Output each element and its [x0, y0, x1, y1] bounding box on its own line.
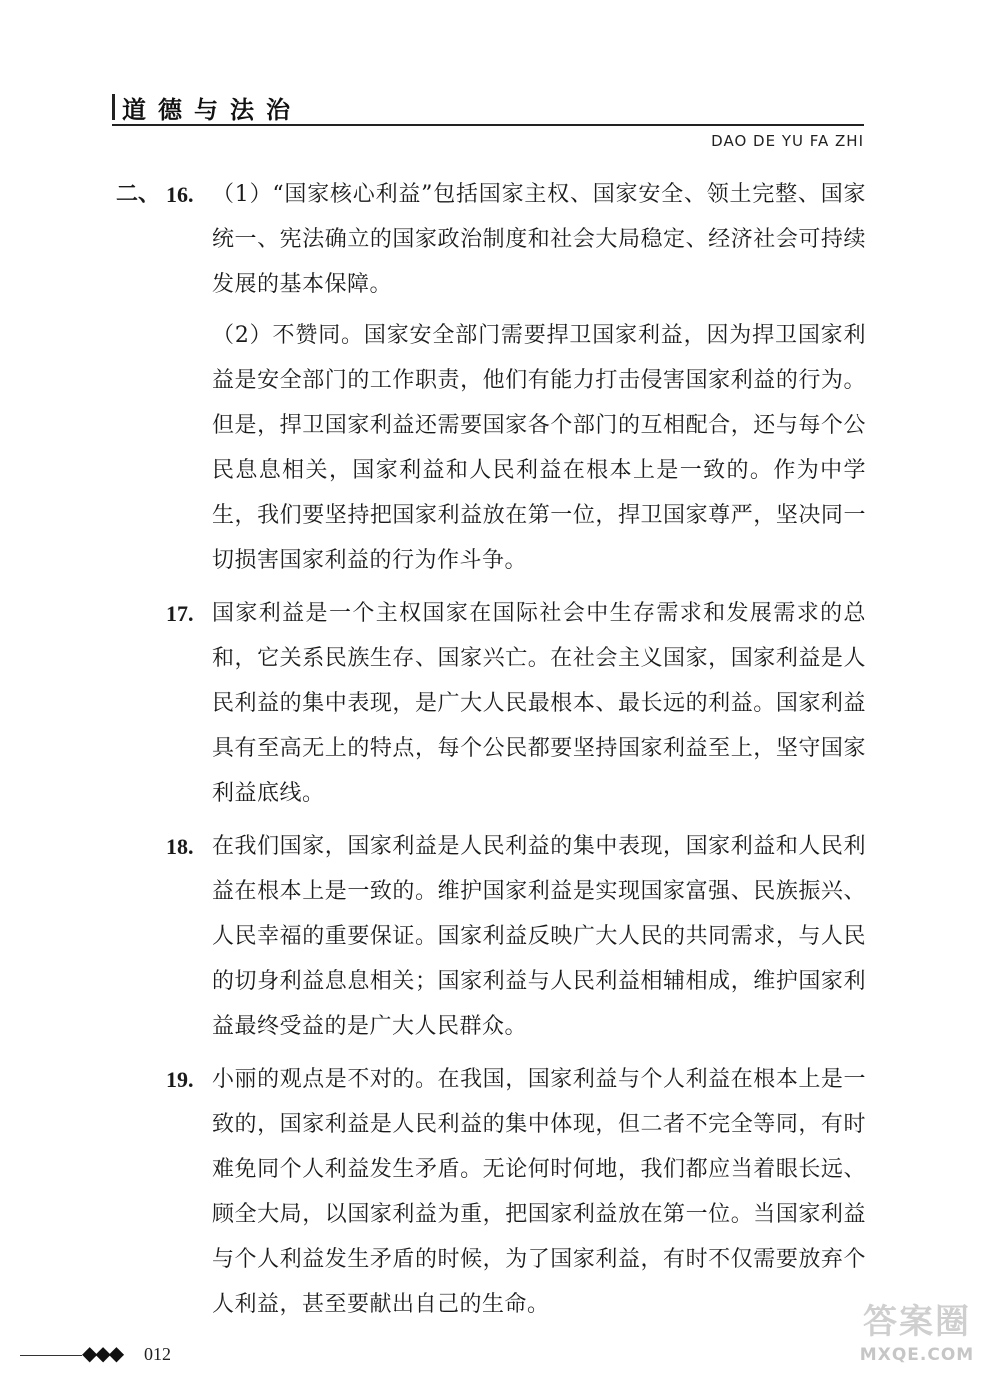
- answer-item-17: [116, 591, 866, 816]
- footer-rule: [20, 1355, 82, 1356]
- answer-paragraph: （1）“国家核心利益”包括国家主权、国家安全、领土完整、国家统一、宪法确立的国家政治制度和社会大局稳定、经济社会可持续发展的基本保障。: [212, 182, 866, 297]
- header-left-bar: [112, 94, 115, 120]
- answer-item-19: [116, 1057, 866, 1327]
- answer-item-16: [116, 172, 866, 583]
- question-number: 18.: [166, 834, 194, 859]
- question-number: 16.: [166, 182, 194, 207]
- page-header: [112, 90, 864, 160]
- watermark-url: MXQE.COM: [859, 1345, 975, 1365]
- answer-content: [116, 172, 866, 1327]
- header-title: 道德与法治: [122, 95, 302, 124]
- answer-item-18: [116, 824, 866, 1049]
- watermark-logo: 答案圈: [863, 1302, 971, 1342]
- section-label: 二、: [116, 181, 161, 207]
- page-number: 012: [144, 1344, 171, 1364]
- question-number: 19.: [166, 1067, 194, 1092]
- page-footer: [20, 1340, 220, 1370]
- answer-paragraph: 国家利益是一个主权国家在国际社会中生存需求和发展需求的总和，它关系民族生存、国家兴亡。在社会主义国家，国家利益是人民利益的集中表现，是广大人民最根本、最长远的利益。国家利益具有至高无上的特点，每个公民都要坚持国家利益至上，坚守国家利益底线。: [212, 601, 866, 806]
- header-rule: [112, 124, 864, 126]
- question-number: 17.: [166, 601, 194, 626]
- diamond-ornament-icon: ◆◆◆: [82, 1341, 123, 1365]
- answer-paragraph: 在我们国家，国家利益是人民利益的集中表现，国家利益和人民利益在根本上是一致的。维护国家利益是实现国家富强、民族振兴、人民幸福的重要保证。国家利益反映广大人民的共同需求，与人民的切身利益息息相关；国家利益与人民利益相辅相成，维护国家利益最终受益的是广大人民群众。: [212, 834, 866, 1039]
- answer-paragraph: 小丽的观点是不对的。在我国，国家利益与个人利益在根本上是一致的，国家利益是人民利益的集中体现，但二者不完全等同，有时难免同个人利益发生矛盾。无论何时何地，我们都应当着眼长远、顾全大局，以国家利益为重，把国家利益放在第一位。当国家利益与个人利益发生矛盾的时候，为了国家利益，有时不仅需要放弃个人利益，甚至要献出自己的生命。: [212, 1067, 866, 1317]
- site-watermark: [842, 1302, 992, 1377]
- header-subtitle: DAO DE YU FA ZHI: [711, 132, 864, 150]
- answer-paragraph: （2）不赞同。国家安全部门需要捍卫国家利益，因为捍卫国家利益是安全部门的工作职责，他们有能力打击侵害国家利益的行为。但是，捍卫国家利益还需要国家各个部门的互相配合，还与每个公民息息相关，国家利益和人民利益在根本上是一致的。作为中学生，我们要坚持把国家利益放在第一位，捍卫国家尊严，坚决同一切损害国家利益的行为作斗争。: [212, 323, 866, 573]
